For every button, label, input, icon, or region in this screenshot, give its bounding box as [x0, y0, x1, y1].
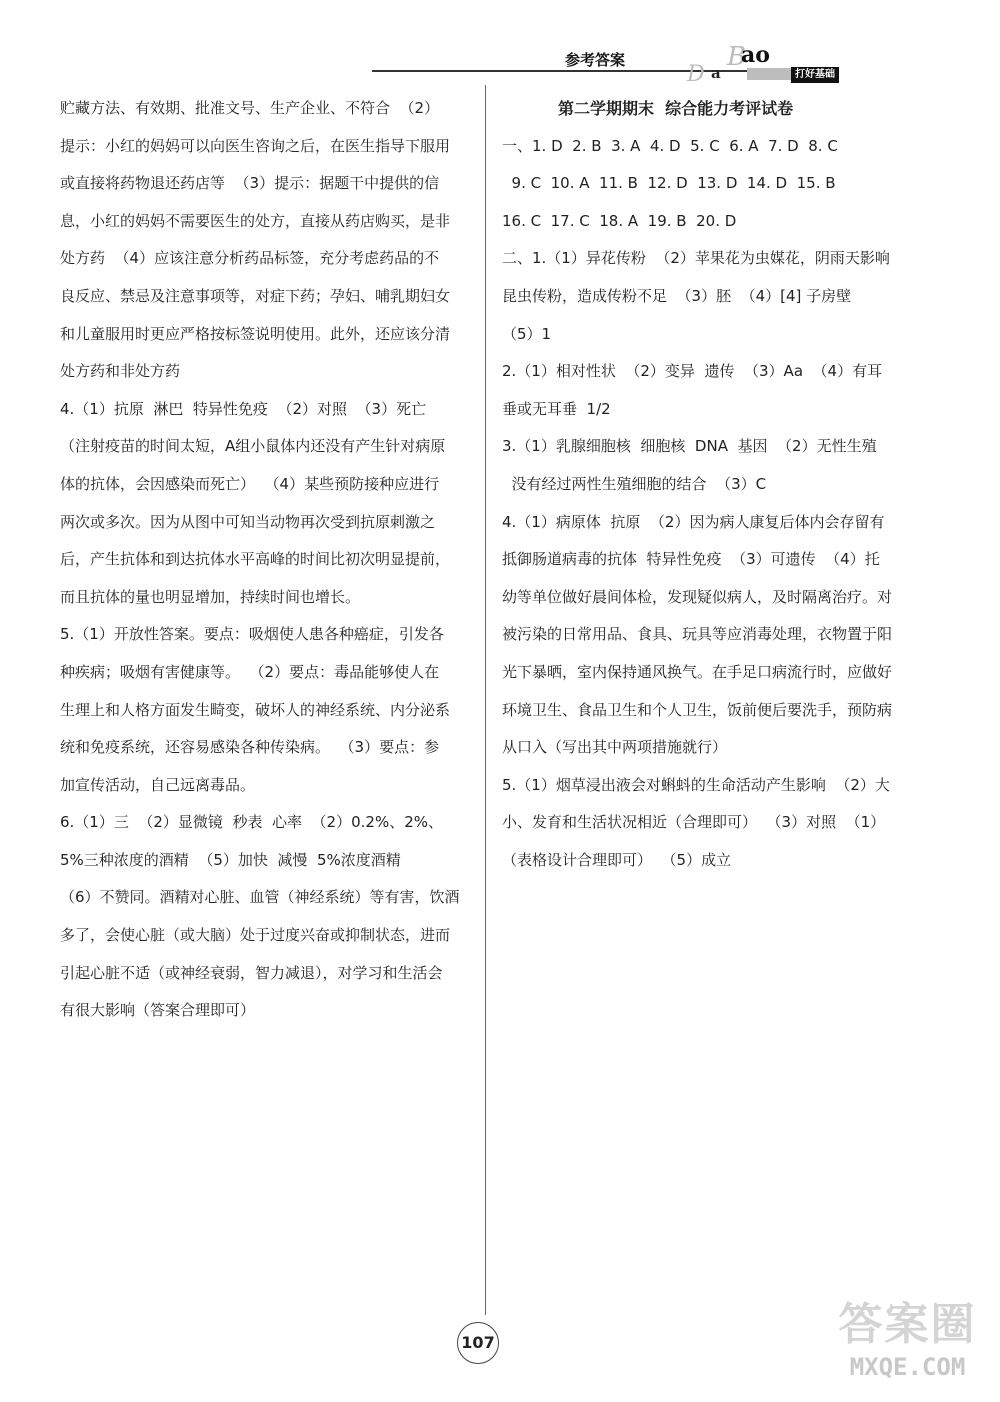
- text-line: 被污染的日常用品、食具、玩具等应消毒处理，衣物置于阳: [502, 625, 893, 644]
- text-line: 9. C 10. A 11. B 12. D 13. D 14. D 15. B: [502, 174, 836, 193]
- brand-logo: [683, 40, 843, 90]
- text-line: 统和免疫系统，还容易感染各种传染病。 （3）要点：参: [60, 738, 440, 757]
- text-line: 2.（1）相对性状 （2）变异 遗传 （3）Aa （4）有耳: [502, 362, 883, 381]
- brand-letter-b: B: [727, 42, 747, 72]
- text-line: 两次或多次。因为从图中可知当动物再次受到抗原刺激之: [60, 512, 436, 531]
- text-line: （6）不赞同。酒精对心脏、血管（神经系统）等有害，饮酒: [60, 888, 460, 907]
- text-line: 5%三种浓度的酒精 （5）加快 减慢 5%浓度酒精: [60, 850, 401, 869]
- text-line: 多了，会使心脏（或大脑）处于过度兴奋或抑制状态，进而: [60, 926, 451, 945]
- text-line: 提示：小红的妈妈可以向医生咨询之后，在医生指导下服用: [60, 136, 451, 155]
- brand-letter-d: D: [687, 62, 705, 87]
- text-line: 没有经过两性生殖细胞的结合 （3）C: [502, 474, 767, 493]
- brand-grey-bar: [747, 68, 791, 80]
- text-line: 环境卫生、食品卫生和个人卫生，饭前便后要洗手，预防病: [502, 700, 893, 719]
- column-divider: [485, 85, 486, 1315]
- text-line: 有很大影响（答案合理即可）: [60, 1001, 256, 1020]
- text-line: 后，产生抗体和到达抗体水平高峰的时间比初次明显提前，: [60, 550, 451, 569]
- text-line: 息，小红的妈妈不需要医生的处方，直接从药店购买，是非: [60, 211, 451, 230]
- text-line: 昆虫传粉，造成传粉不足 （3）胚 （4）[4] 子房壁: [502, 286, 852, 305]
- watermark: [820, 1300, 995, 1395]
- text-line: 5.（1）烟草浸出液会对蝌蚪的生命活动产生影响 （2）大: [502, 775, 890, 794]
- brand-letters-ao: ao: [741, 42, 770, 68]
- text-line: 贮藏方法、有效期、批准文号、生产企业、不符合 （2）: [60, 99, 440, 117]
- text-line: 和儿童服用时更应严格按标签说明使用。此外，还应该分清: [60, 324, 451, 343]
- text-line: 5.（1）开放性答案。要点：吸烟使人患各种癌症，引发各: [60, 625, 444, 644]
- text-line: 加宣传活动，自己远离毒品。: [60, 775, 256, 794]
- left-answer-column: [60, 90, 478, 1030]
- watermark-site: MXQE.COM: [849, 1353, 966, 1381]
- page-header-title: 参考答案: [565, 51, 626, 69]
- text-line: 6.（1）三 （2）显微镜 秒表 心率 （2）0.2%、2%、: [60, 813, 443, 832]
- text-line: 而且抗体的量也明显增加，持续时间也增长。: [60, 587, 361, 606]
- text-line: 处方药和非处方药: [60, 362, 181, 381]
- text-line: 3.（1）乳腺细胞核 细胞核 DNA 基因 （2）无性生殖: [502, 437, 877, 456]
- text-line: 二、1.（1）异花传粉 （2）苹果花为虫媒花，阴雨天影响: [502, 249, 890, 268]
- text-line: 体的抗体，会因感染而死亡） （4）某些预防接种应进行: [60, 474, 440, 493]
- text-line: 小、发育和生活状况相近（合理即可） （3）对照 （1）: [502, 813, 886, 832]
- text-line: 引起心脏不适（或神经衰弱，智力减退），对学习和生活会: [60, 963, 443, 982]
- text-line: （注射疫苗的时间太短，A组小鼠体内还没有产生针对病原: [60, 437, 446, 456]
- text-line: 一、1. D 2. B 3. A 4. D 5. C 6. A 7. D 8. C: [502, 136, 838, 155]
- brand-badge: 打好基础: [791, 67, 839, 83]
- text-line: 垂或无耳垂 1/2: [502, 399, 611, 418]
- text-line: 16. C 17. C 18. A 19. B 20. D: [502, 211, 737, 230]
- text-line: 从口入（写出其中两项措施就行）: [502, 738, 728, 757]
- text-line: 光下暴晒，室内保持通风换气。在手足口病流行时，应做好: [502, 662, 893, 681]
- text-line: 幼等单位做好晨间体检，发现疑似病人，及时隔离治疗。对: [502, 587, 893, 606]
- text-line: 抵御肠道病毒的抗体 特异性免疫 （3）可遗传 （4）托: [502, 550, 880, 569]
- text-line: 良反应、禁忌及注意事项等，对症下药；孕妇、哺乳期妇女: [60, 286, 451, 305]
- text-line: 4.（1）抗原 淋巴 特异性免疫 （2）对照 （3）死亡: [60, 399, 427, 418]
- watermark-icon: 答案圈: [838, 1299, 977, 1350]
- text-line: 处方药 （4）应该注意分析药品标签，充分考虑药品的不: [60, 249, 440, 268]
- text-line: 种疾病；吸烟有害健康等。 （2）要点：毒品能够使人在: [60, 662, 440, 681]
- text-line: （5）1: [502, 324, 552, 343]
- text-line: 或直接将药物退还药店等 （3）提示：据题干中提供的信: [60, 174, 440, 193]
- section-title: 第二学期期末 综合能力考评试卷: [558, 99, 794, 118]
- text-line: 生理上和人格方面发生畸变，破坏人的神经系统、内分泌系: [60, 700, 451, 719]
- text-line: 4.（1）病原体 抗原 （2）因为病人康复后体内会存留有: [502, 512, 885, 531]
- page-number: 107: [457, 1322, 499, 1364]
- right-answer-column: [502, 90, 910, 879]
- brand-letter-a: a: [711, 64, 721, 82]
- text-line: （表格设计合理即可） （5）成立: [502, 850, 732, 869]
